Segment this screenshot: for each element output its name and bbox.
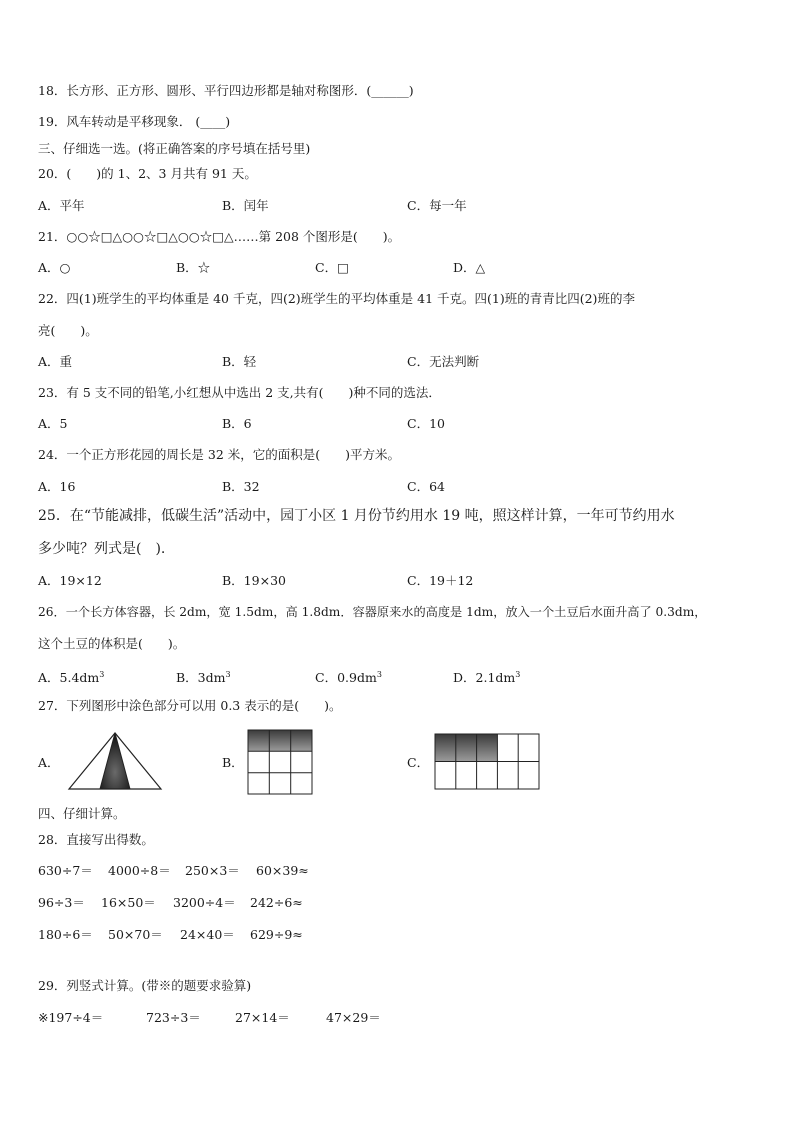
question-25-line-1: 25．在“节能减排，低碳生活”活动中，园丁小区 1 月份节约用水 19 吨，照这样计算，一年可节约用水 [38, 508, 675, 524]
q23-option-a: A．5 [38, 416, 68, 431]
q24-option-c: C．64 [407, 479, 445, 494]
question-24: 24．一个正方形花园的周长是 32 米，它的面积是( )平方米。 [38, 447, 401, 462]
q29-item-3: 27×14＝ [235, 1010, 290, 1025]
q29-item-4: 47×29＝ [326, 1010, 381, 1025]
q28-r3-item-4: 629÷9≈ [250, 927, 303, 942]
q22-option-a: A．重 [38, 354, 73, 369]
question-22-line-1: 22．四(1)班学生的平均体重是 40 千克，四(2)班学生的平均体重是 41 千克。四(1)班的青青比四(2)班的李 [38, 291, 635, 306]
section-3-heading: 三、仔细选一选。(将正确答案的序号填在括号里) [38, 141, 311, 156]
question-27: 27．下列图形中涂色部分可以用 0.3 表示的是( )。 [38, 698, 342, 713]
q27-option-a-label: A． [38, 755, 60, 770]
q28-r1-item-3: 250×3＝ [185, 863, 240, 878]
question-26-line-1: 26．一个长方体容器，长 2dm，宽 1.5dm，高 1.8dm．容器原来水的高度是 1dm，放入一个土豆后水面升高了 0.3dm， [38, 605, 707, 619]
shaded-top-row [248, 730, 312, 751]
q27-triangle-figure [66, 731, 164, 791]
q23-option-c: C．10 [407, 416, 445, 431]
q25-option-a: A．19×12 [38, 573, 102, 588]
q21-option-d: D．△ [453, 260, 486, 275]
q28-r1-item-2: 4000÷8＝ [108, 863, 171, 878]
q20-option-c: C．每一年 [407, 198, 467, 213]
q26-option-d: D．$2.1dm^3$ [453, 670, 521, 686]
q27-grid-5x2-figure [434, 733, 540, 790]
question-21: 21．○○☆□△○○☆□△○○☆□△……第 208 个图形是( )。 [38, 229, 401, 244]
question-20: 20．( )的 1、2、3 月共有 91 天。 [38, 166, 257, 181]
q26-option-a: A．$5.4dm^3$ [38, 670, 105, 686]
section-4-heading: 四、仔细计算。 [38, 806, 126, 821]
q23-option-b: B．6 [222, 416, 252, 431]
q28-r3-item-3: 24×40＝ [180, 927, 235, 942]
q27-option-c-label: C． [407, 755, 430, 770]
q28-r2-item-4: 242÷6≈ [250, 895, 303, 910]
q28-r2-item-2: 16×50＝ [101, 895, 156, 910]
question-28: 28．直接写出得数。 [38, 832, 154, 847]
q21-option-b: B．☆ [176, 260, 211, 275]
q22-option-b: B．轻 [222, 354, 257, 369]
q29-item-1: ※197÷4＝ [38, 1010, 104, 1025]
question-29: 29．列竖式计算。(带※的题要求验算) [38, 978, 252, 993]
q28-r2-item-1: 96÷3＝ [38, 895, 85, 910]
q28-r3-item-2: 50×70＝ [108, 927, 163, 942]
q26-option-c: C．$0.9dm^3$ [315, 670, 382, 686]
q24-option-a: A．16 [38, 479, 76, 494]
question-26-line-2: 这个土豆的体积是( )。 [38, 636, 186, 651]
q26-option-b: B．$3dm^3$ [176, 670, 231, 686]
question-25-line-2: 多少吨？列式是( ). [38, 541, 166, 557]
question-22-line-2: 亮( )。 [38, 323, 98, 338]
q28-r1-item-4: 60×39≈ [256, 863, 309, 878]
q27-grid-3x3-figure [247, 729, 313, 795]
q25-option-c: C．19＋12 [407, 573, 474, 588]
q24-option-b: B．32 [222, 479, 260, 494]
q28-r1-item-1: 630÷7＝ [38, 863, 93, 878]
q22-option-c: C．无法判断 [407, 354, 480, 369]
q29-item-2: 723÷3＝ [146, 1010, 201, 1025]
shaded-triangle-section [100, 733, 130, 789]
q20-option-a: A．平年 [38, 198, 85, 213]
q28-r2-item-3: 3200÷4＝ [173, 895, 236, 910]
q27-option-b-label: B． [222, 755, 244, 770]
q21-option-a: A．○ [38, 260, 71, 275]
question-19: 19．风车转动是平移现象． (____) [38, 114, 231, 129]
q25-option-b: B．19×30 [222, 573, 286, 588]
question-18: 18．长方形、正方形、圆形、平行四边形都是轴对称图形．(______) [38, 83, 414, 98]
q21-option-c: C．□ [315, 260, 349, 275]
question-23: 23．有 5 支不同的铅笔,小红想从中选出 2 支,共有( )种不同的选法． [38, 385, 441, 400]
q20-option-b: B．闰年 [222, 198, 269, 213]
shaded-three-cells [435, 734, 497, 761]
q28-r3-item-1: 180÷6＝ [38, 927, 93, 942]
